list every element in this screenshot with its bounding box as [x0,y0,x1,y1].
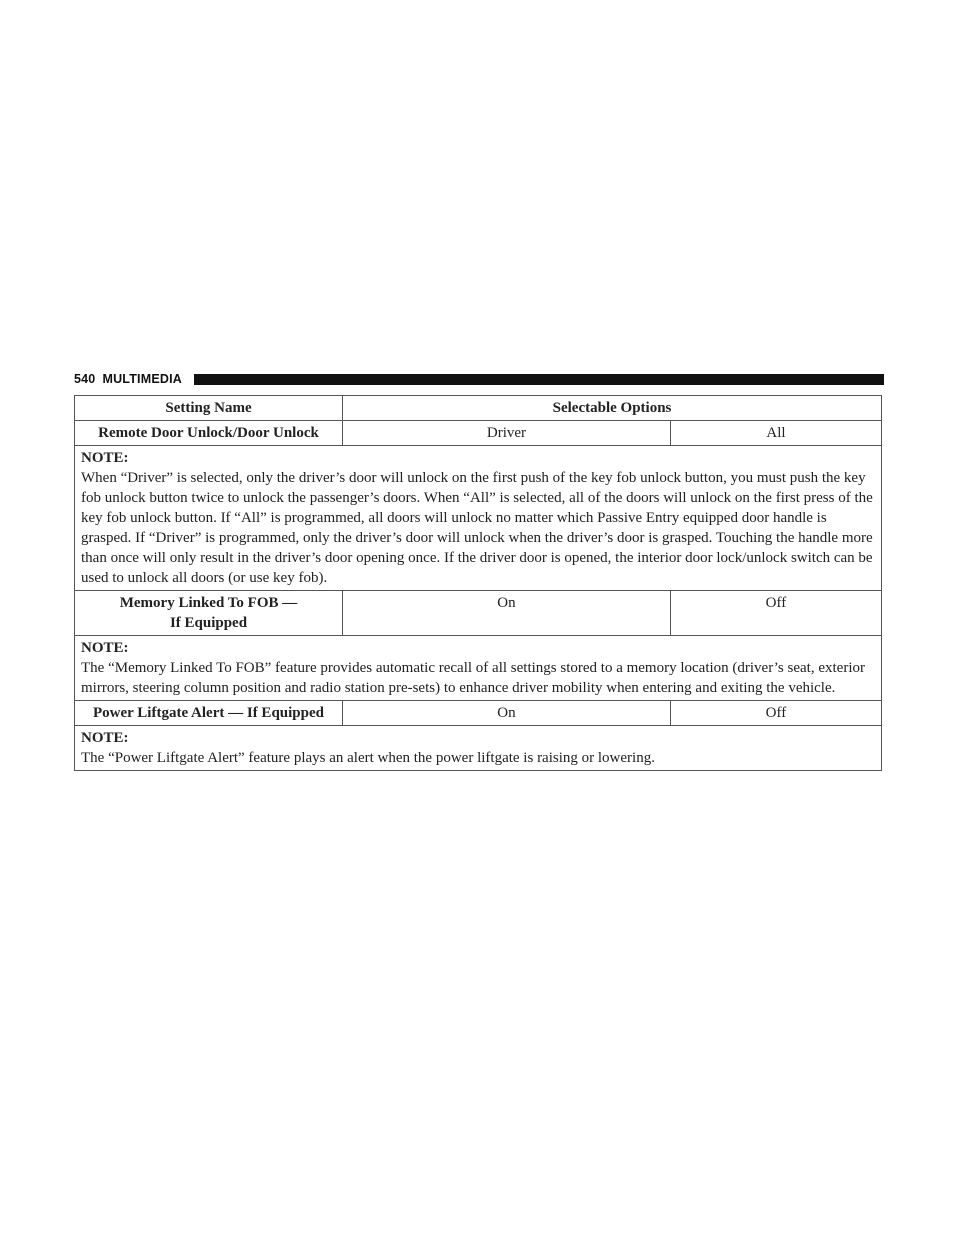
note-cell [75,726,882,771]
setting-name: Power Liftgate Alert — If Equipped [75,701,343,726]
table-row [75,701,882,726]
note-row [75,726,882,771]
setting-name-line: Memory Linked To FOB — [119,595,298,611]
option-value: Off [670,701,881,726]
table-row [75,591,882,636]
column-header-setting-name: Setting Name [75,396,343,421]
setting-name-line: If Equipped [169,615,248,631]
table-row [75,421,882,446]
note-cell [75,446,882,591]
option-value: Driver [343,421,671,446]
note-text: The “Memory Linked To FOB” feature provides automatic recall of all settings stored to a memory location (driver’s seat, exterior mirrors, steering column position and radio station pre-sets) to enhance driver mobility when entering and exiting the vehicle. [81,660,865,696]
section-title: MULTIMEDIA [102,372,183,386]
option-value: On [343,591,671,636]
note-label: NOTE: [81,730,129,746]
settings-table [74,395,882,771]
note-row [75,636,882,701]
note-label: NOTE: [81,640,129,656]
note-row [75,446,882,591]
setting-name [75,591,343,636]
page-number: 540 [74,372,96,386]
note-cell [75,636,882,701]
note-text: When “Driver” is selected, only the driver’s door will unlock on the first push of the key fob unlock button, you must push the key fob unlock button twice to unlock the passenger’s doors. When “All” is selected, all of the doors will unlock on the first press of the key fob unlock button. If “All” is programmed, all doors will unlock no matter which Passive Entry equipped door handle is grasped. If “Driver” is programmed, only the driver’s door will unlock when the driver’s door is grasped. Touching the handle more than once will only result in the driver’s door opening once. If the driver door is opened, the interior door lock/unlock switch can be used to unlock all doors (or use key fob). [81,470,873,586]
option-value: On [343,701,671,726]
setting-name: Remote Door Unlock/Door Unlock [75,421,343,446]
table-header-row [75,396,882,421]
column-header-selectable-options: Selectable Options [343,396,882,421]
page-header [74,371,884,387]
option-value: All [670,421,881,446]
note-label: NOTE: [81,450,129,466]
header-rule [194,374,884,385]
option-value: Off [670,591,881,636]
note-text: The “Power Liftgate Alert” feature plays an alert when the power liftgate is raising or lowering. [81,750,655,766]
